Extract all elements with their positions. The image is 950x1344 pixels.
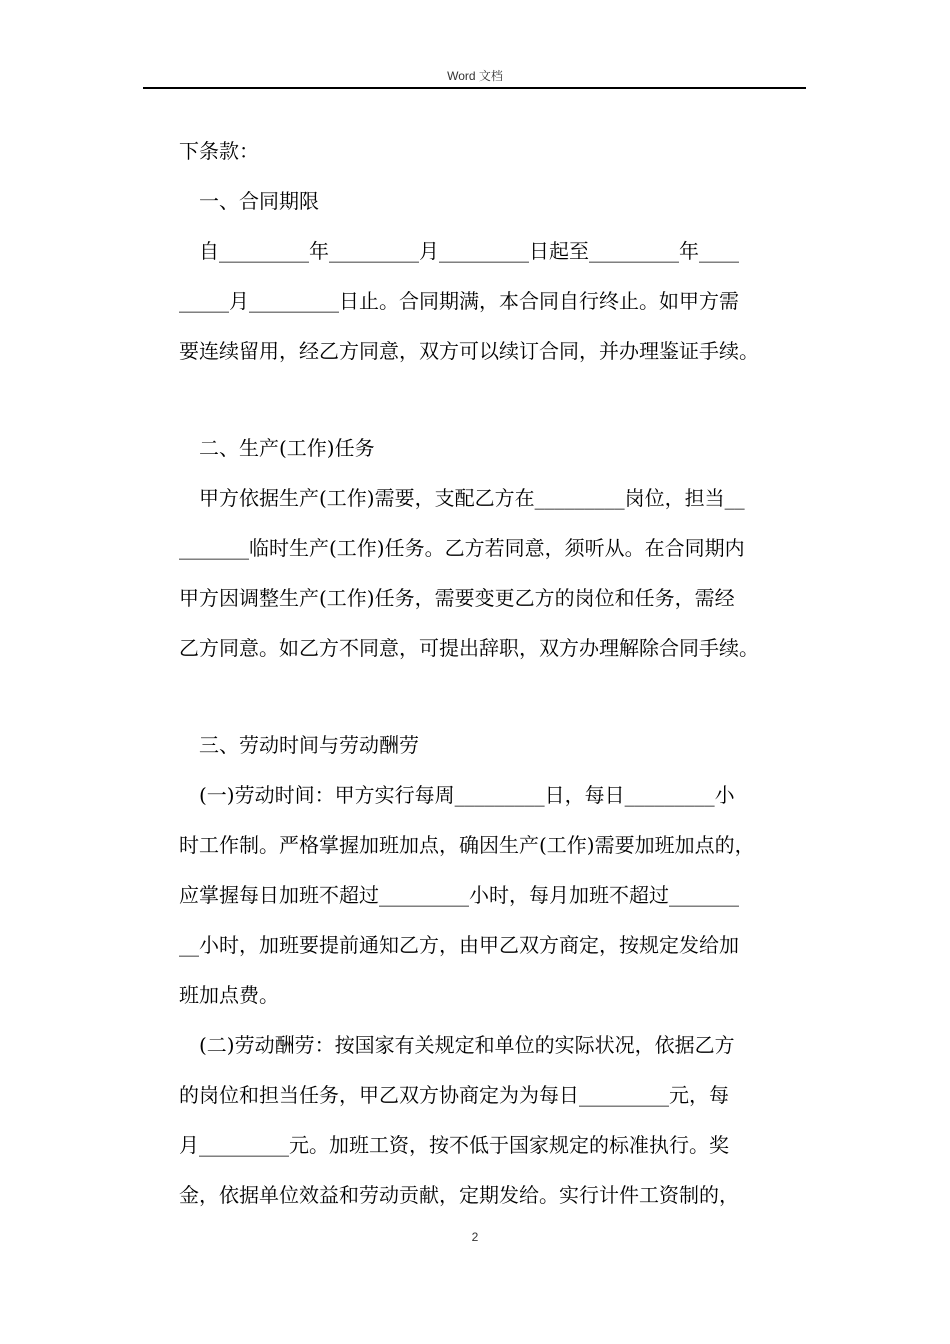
section-heading: 三、劳动时间与劳动酬劳 [199, 733, 419, 757]
paragraph-line: __小时，加班要提前通知乙方，由甲乙双方商定，按规定发给加 [179, 933, 739, 957]
paragraph-line: 的岗位和担当任务，甲乙双方协商定为为每日_________元，每 [179, 1083, 729, 1107]
paragraph-line: 要连续留用，经乙方同意，双方可以续订合同，并办理鉴证手续。 [179, 339, 759, 363]
paragraph-line: 自_________年_________月_________日起至_________年____ [199, 239, 739, 263]
paragraph-line: 应掌握每日加班不超过_________小时，每月加班不超过_______ [179, 883, 739, 907]
document-body [179, 134, 819, 1228]
section-heading: 二、生产(工作)任务 [199, 436, 375, 460]
paragraph-line: 甲方因调整生产(工作)任务，需要变更乙方的岗位和任务，需经 [179, 586, 735, 610]
page-number: 2 [471, 1230, 479, 1244]
page-header [0, 68, 950, 84]
paragraph-line: (二)劳动酬劳：按国家有关规定和单位的实际状况，依据乙方 [199, 1033, 735, 1057]
paragraph-gap [179, 681, 819, 728]
paragraph-line: 月_________元。加班工资，按不低于国家规定的标准执行。奖 [179, 1133, 729, 1157]
paragraph-line: _______临时生产(工作)任务。乙方若同意，须听从。在合同期内 [179, 536, 745, 560]
paragraph-line: _____月_________日止。合同期满，本合同自行终止。如甲方需 [179, 289, 739, 313]
paragraph-line: 时工作制。严格掌握加班加点，确因生产(工作)需要加班加点的， [179, 833, 755, 857]
paragraph-line: 金，依据单位效益和劳动贡献，定期发给。实行计件工资制的， [179, 1183, 739, 1207]
paragraph-line: (一)劳动时间：甲方实行每周_________日，每日_________小 [199, 783, 735, 807]
header-title: Word 文档 [447, 69, 503, 83]
paragraph-gap [179, 384, 819, 431]
paragraph-line: 乙方同意。如乙方不同意，可提出辞职，双方办理解除合同手续。 [179, 636, 759, 660]
paragraph-line: 甲方依据生产(工作)需要，支配乙方在_________岗位，担当__ [199, 486, 745, 510]
header-rule [143, 87, 806, 89]
paragraph-line: 班加点费。 [179, 983, 279, 1007]
paragraph-line: 下条款： [179, 139, 259, 163]
section-heading: 一、合同期限 [199, 189, 319, 213]
